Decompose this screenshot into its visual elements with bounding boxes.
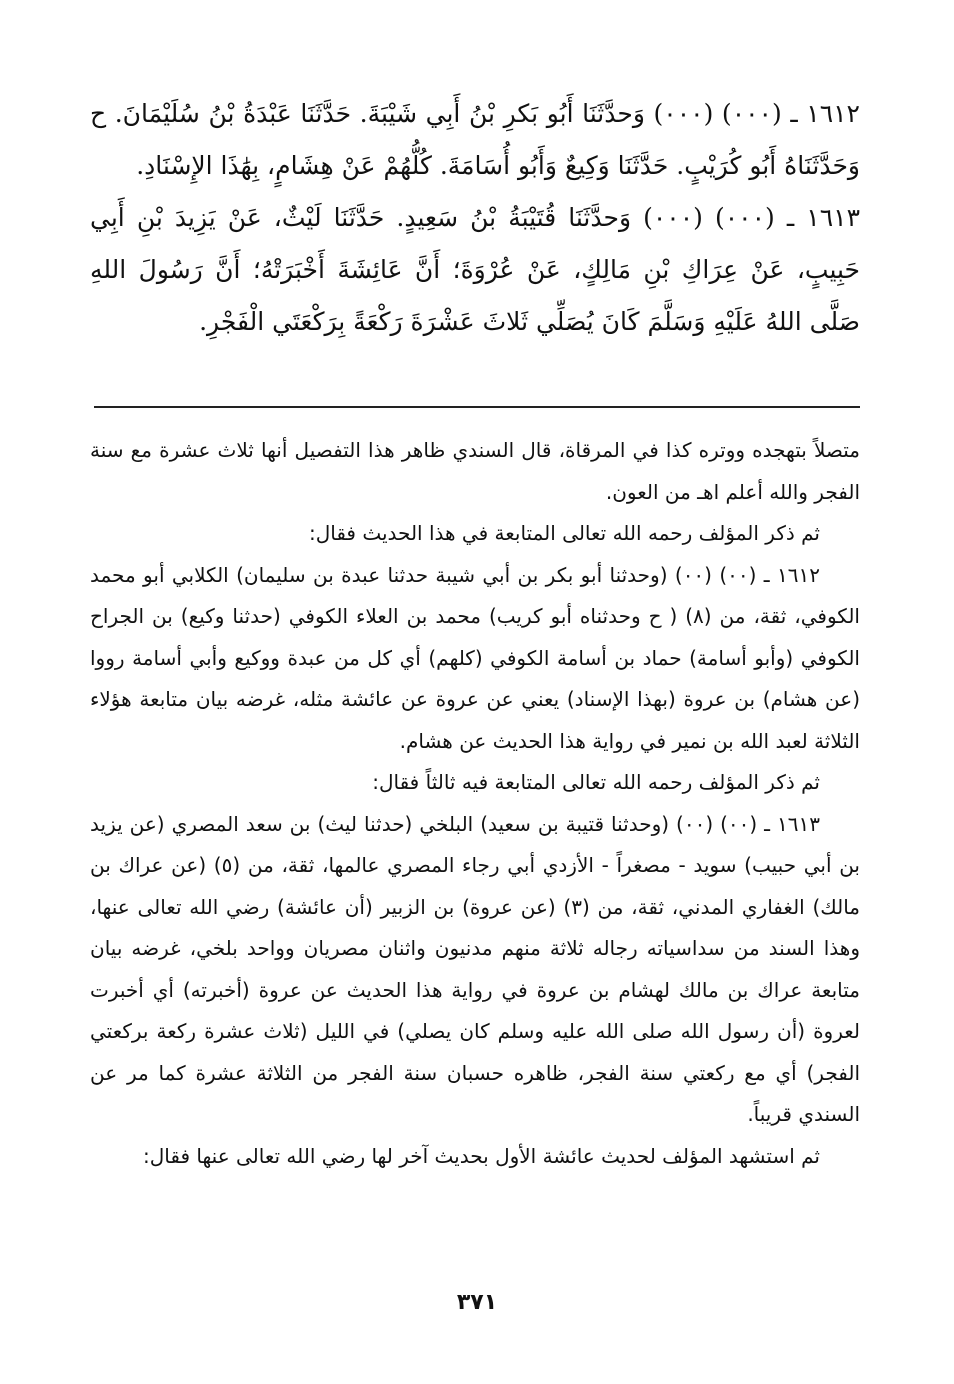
commentary-paragraph: ثم استشهد المؤلف لحديث عائشة الأول بحديث آخر لها رضي الله تعالى عنها فقال: (142, 1143, 820, 1168)
commentary-paragraph: ١٦١٢ ـ (٠٠) (٠٠) (وحدثنا أبو بكر بن أبي شيبة حدثنا عبدة بن سليمان) الكلابي أبو محمد الكوفي، ثقة، من (٨) ( ح وحدثناه أبو كريب) محمد بن العلاء الكوفي (حدثنا وكيع) بن الجراح الكوفي (وأبو أسامة) حماد بن أسامة الكوفي (كلهم) أي كل من عبدة ووكيع وأبي أسامة رووا (عن هشام) بن عروة (بهذا الإسناد) يعني عن عروة عن عائشة مثله، غرضه بيان متابعة هؤلاء الثلاثة لعبد الله بن نمير في رواية هذا الحديث عن هشام. (90, 562, 860, 753)
page-number: ٣٧١ (456, 1290, 498, 1315)
commentary-section (90, 430, 860, 1177)
commentary-paragraph: متصلاً بتهجده ووتره كذا في المرقاة، قال السندي ظاهر هذا التفصيل أنها ثلاث عشرة مع سنة الفجر والله أعلم اهـ من العون. (90, 438, 860, 504)
commentary-paragraph: ثم ذكر المؤلف رحمه الله تعالى المتابعة فيه ثالثاً فقال: (372, 770, 820, 794)
separator-rule (94, 406, 860, 408)
commentary-paragraph: ١٦١٣ ـ (٠٠) (٠٠) (وحدثنا قتيبة بن سعيد) البلخي (حدثنا ليث) بن سعد المصري (عن يزيد بن أبي حبيب) سويد - مصغراً - الأزدي أبي رجاء المصري عالمها، ثقة، من (٥) (عن عراك بن مالك) الغفاري المدني، ثقة، من (٣) (عن عروة) بن الزبير (أن عائشة) رضي الله تعالى عنها، وهذا السند من سداسياته رجاله ثلاثة منهم مدنيون واثنان مصريان وواحد بلخي، غرضه بيان متابعة عراك بن مالك لهشام بن عروة في رواية هذا الحديث عن عروة (أخبرته) أي أخبرت لعروة (أن رسول الله صلى الله عليه وسلم كان يصلي) في الليل (ثلاث عشرة ركعة بركعتي الفجر) أي مع ركعتي سنة الفجر، ظاهره حسبان سنة الفجر من الثلاثة عشرة كما مر عن السندي قريباً. (90, 811, 861, 1126)
hadith-main-text (90, 88, 860, 348)
commentary-paragraph: ثم ذكر المؤلف رحمه الله تعالى المتابعة في هذا الحديث فقال: (308, 521, 820, 545)
hadith-1612: ١٦١٢ ـ (٠٠٠) (٠٠٠) وَحدَّثَنَا أَبُو بَكرِ بْنُ أَبِي شَيْبَةَ. حَدَّثَنَا عَبْدَةُ بْنُ سُلَيْمَانَ. ح وَحَدَّثَنَاهُ أَبُو كُرَيْبٍ. حَدَّثَنَا وَكِيعٌ وَأَبُو أُسَامَةَ. كُلُّهُمْ عَنْ هِشَامٍ، بِهَٰذَا الإِسْنَادِ. (90, 99, 860, 180)
hadith-1613: ١٦١٣ ـ (٠٠٠) (٠٠٠) وَحدَّثَنَا قُتَيْبَةُ بْنُ سَعِيدٍ. حَدَّثَنَا لَيْثٌ، عَنْ يَزِيدَ بْنِ أَبِي حَبِيبٍ، عَنْ عِرَاكِ بْنِ مَالِكٍ، عَنْ عُرْوَةَ؛ أَنَّ عَائِشَةَ أَخْبَرَتْهُ؛ أَنَّ رَسُولَ اللهِ صَلَّى اللهُ عَلَيْهِ وَسَلَّمَ كَانَ يُصَلِّي ثَلاثَ عَشْرَةَ رَكْعَةً بِرَكْعَتَي الْفَجْرِ. (90, 203, 860, 336)
